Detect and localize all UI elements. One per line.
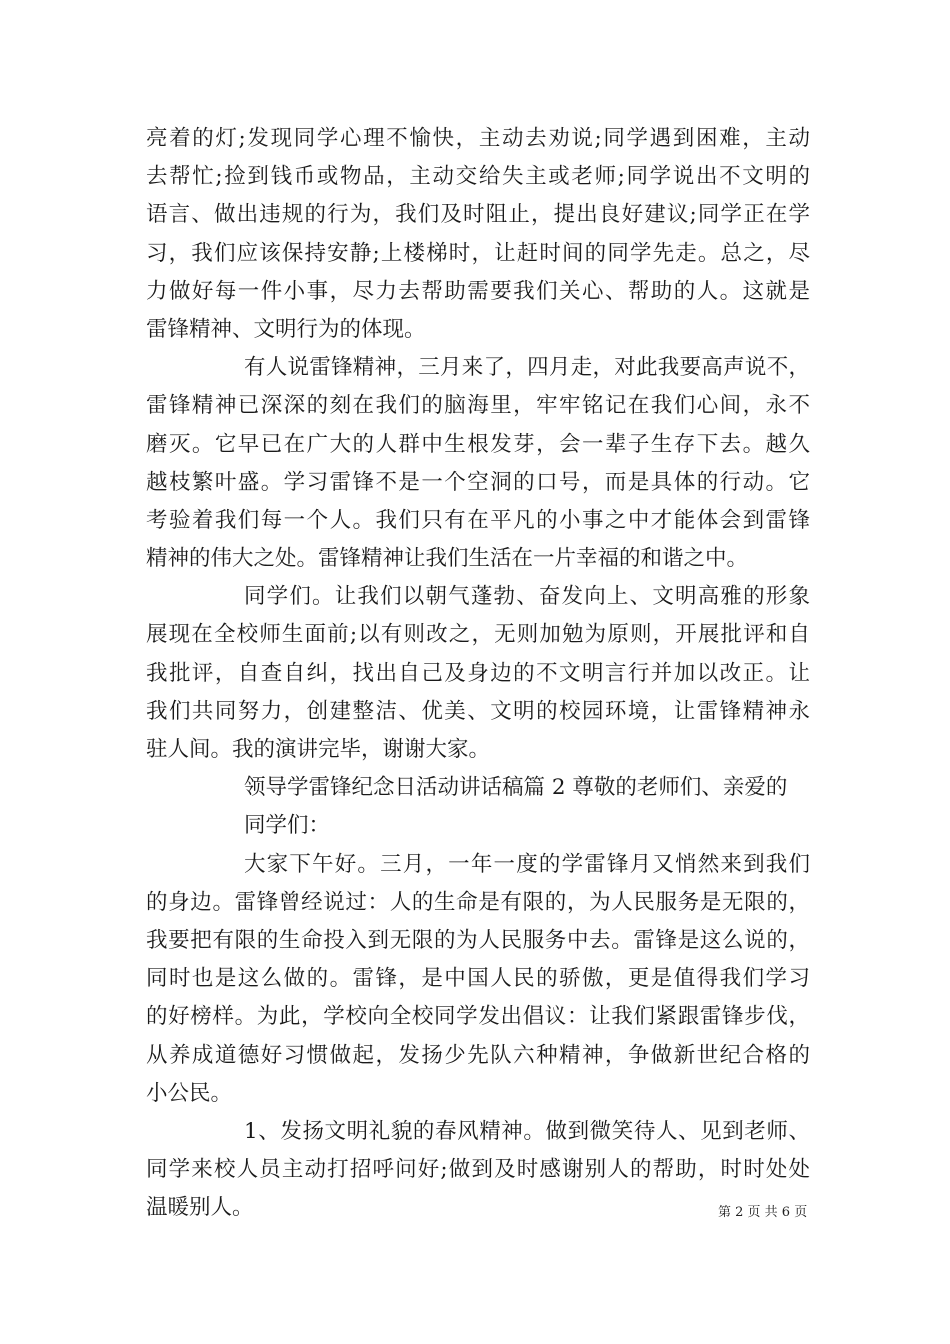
text-line: 亮着的灯;发现同学心理不愉快，主动去劝说;同学遇到困难，主动	[146, 126, 810, 151]
text-line: 习，我们应该保持安静;上楼梯时，让赶时间的同学先走。总之，尽	[146, 240, 810, 266]
text-line: 展现在全校师生面前;以有则改之，无则加勉为原则，开展批评和自	[146, 622, 810, 648]
text-line: 同学们：	[244, 813, 331, 839]
text-line: 大家下午好。三月，一年一度的学雷锋月又悄然来到我们	[244, 851, 810, 877]
text-line: 雷锋精神、文明行为的体现。	[146, 316, 426, 342]
text-line: 从养成道德好习惯做起，发扬少先队六种精神，争做新世纪合格的	[146, 1042, 810, 1068]
text-line: 力做好每一件小事，尽力去帮助需要我们关心、帮助的人。这就是	[146, 278, 810, 304]
text-line: 同学们。让我们以朝气蓬勃、奋发向上、文明高雅的形象	[244, 584, 810, 610]
text-line: 有人说雷锋精神，三月来了，四月走，对此我要高声说不，	[244, 355, 810, 381]
text-line: 精神的伟大之处。雷锋精神让我们生活在一片幸福的和谐之中。	[146, 546, 749, 572]
text-line: 雷锋精神已深深的刻在我们的脑海里，牢牢铭记在我们心间，永不	[146, 393, 810, 419]
text-line: 温暖别人。	[146, 1195, 254, 1221]
text-line: 我们共同努力，创建整洁、优美、文明的校园环境，让雷锋精神永	[146, 698, 810, 724]
text-line: 1、发扬文明礼貌的春风精神。做到微笑待人、见到老师、	[244, 1118, 810, 1144]
text-line: 磨灭。它早已在广大的人群中生根发芽，会一辈子生存下去。越久	[146, 431, 810, 457]
text-line: 领导学雷锋纪念日活动讲话稿篇 2 尊敬的老师们、亲爱的	[244, 775, 788, 801]
page-number-footer: 第 2 页 共 6 页	[718, 1205, 808, 1220]
text-line: 去帮忙;捡到钱币或物品，主动交给失主或老师;同学说出不文明的	[146, 164, 810, 190]
text-line: 我要把有限的生命投入到无限的为人民服务中去。雷锋是这么说的，	[146, 927, 810, 953]
text-line: 同时也是这么做的。雷锋，是中国人民的骄傲，更是值得我们学习	[146, 966, 810, 992]
text-line: 的身边。雷锋曾经说过：人的生命是有限的，为人民服务是无限的，	[146, 889, 810, 915]
text-line: 越枝繁叶盛。学习雷锋不是一个空洞的口号，而是具体的行动。它	[146, 469, 810, 495]
text-line: 考验着我们每一个人。我们只有在平凡的小事之中才能体会到雷锋	[146, 507, 810, 533]
text-line: 小公民。	[146, 1080, 233, 1106]
text-line: 驻人间。我的演讲完毕，谢谢大家。	[146, 737, 491, 762]
text-line: 的好榜样。为此，学校向全校同学发出倡议：让我们紧跟雷锋步伐，	[146, 1004, 810, 1030]
document-body	[146, 120, 810, 1227]
text-line: 同学来校人员主动打招呼问好;做到及时感谢别人的帮助，时时处处	[146, 1157, 810, 1183]
text-line: 我批评，自查自纠，找出自己及身边的不文明言行并加以改正。让	[146, 660, 810, 686]
text-line: 语言、做出违规的行为，我们及时阻止，提出良好建议;同学正在学	[146, 202, 810, 228]
